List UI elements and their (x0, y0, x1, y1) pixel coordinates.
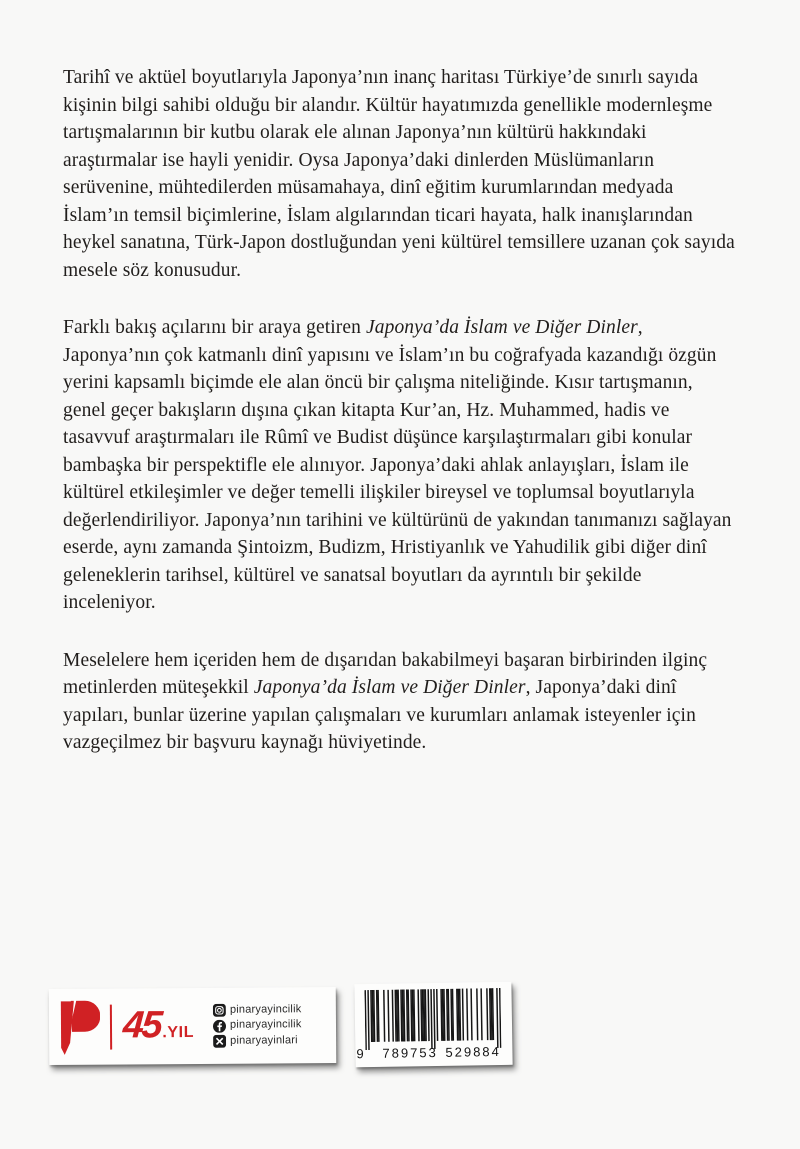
paragraph-text: , Japonya’nın çok katmanlı dinî yapısını ve İslam’ın bu coğrafyada kazandığı özgün yerini kapsamlı biçimde ele alan öncü bir çalışma niteliğinde. Kısır tartışmanın, genel geçer bakışların dışına çıkan kitapta Kur’an, Hz. Muhammed, hadis ve tasavvuf araştırmaları ile Rûmî ve Budist düşünce karşılaştırmaları gibi konular bambaşka bir perspektifle ele alınıyor. Japonya’daki ahlak anlayışları, İslam ile kültürel etkileşimler ve değer temelli ilişkiler bireysel ve toplumsal boyutlarıyla değerlendiriliyor. Japonya’nın tarihini ve kültürünü de yakından tanımanızı sağlayan eserde, aynı zamanda Şintoizm, Budizm, Hristiyanlık ve Yahudilik gibi diğer dinî geleneklerin tarihsel, kültürel ve sanatsal boyutları da ayrıntılı bir şekilde inceleniyor. (63, 317, 732, 613)
anniversary-suffix: .YIL (162, 1023, 195, 1041)
instagram-icon (213, 1004, 226, 1017)
facebook-icon (213, 1019, 226, 1032)
description-paragraph (63, 314, 735, 617)
barcode-right-group: 529884 (445, 1043, 501, 1060)
description-paragraph (63, 64, 735, 284)
book-title-italic: Japonya’da İslam ve Diğer Dinler (253, 677, 526, 698)
social-account-row (213, 1019, 302, 1033)
paragraph-text: Tarihî ve aktüel boyutlarıyla Japonya’nın inanç haritası Türkiye’de sınırlı sayıda kişinin bilgi sahibi olduğu bir alandır. Kültür hayatımızda genellikle modernleşme tartışmalarının bir kutbu olarak ele alınan Japonya’nın kültürü hakkındaki araştırmalar ise hayli yenidir. Oysa Japonya’daki dinlerden Müslümanların serüvenine, mühtedilerden müsamahaya, dinî eğitim kurumlarından medyada İslam’ın temsil biçimlerine, İslam algılarından ticari hayata, halk inanışlarından heykel sanatına, Türk-Japon dostluğundan yeni kültürel temsillere uzanan çok sayıda mesele söz konusudur. (63, 67, 735, 281)
social-account-row (213, 1003, 302, 1017)
anniversary-mark (121, 1004, 195, 1047)
publisher-logo-plate (49, 987, 337, 1065)
social-handle: pinaryayinlari (230, 1033, 298, 1047)
barcode-prefix-digit: 9 (356, 1046, 364, 1062)
book-title-italic: Japonya’da İslam ve Diğer Dinler (365, 317, 638, 338)
social-handle: pinaryayincilik (229, 1018, 302, 1032)
isbn-barcode-plate (354, 982, 512, 1067)
paragraph-text: Meselelere hem içeriden hem de dışarıdan bakabilmeyi başaran birbirinden ilginç metinlerden müteşekkil (63, 649, 708, 698)
barcode-left-group: 789753 (382, 1044, 438, 1061)
description-paragraph (63, 647, 735, 757)
x-icon (213, 1034, 226, 1047)
social-account-row (213, 1034, 302, 1048)
barcode-bars (364, 988, 501, 1050)
publisher-p-logo-icon (58, 998, 100, 1055)
anniversary-number: 45 (121, 1004, 162, 1047)
logo-divider (110, 1004, 112, 1049)
paragraph-text: , Japonya’daki dinî yapıları, bunlar üzerine yapılan çalışmaları ve kurumları anlamak isteyenler için vazgeçilmez bir başvuru kaynağı hüviyetinde. (63, 677, 696, 753)
social-accounts (213, 1003, 302, 1047)
social-handle: pinaryayincilik (229, 1003, 302, 1016)
back-cover-description (63, 64, 735, 787)
paragraph-text: Farklı bakış açılarını bir araya getiren (63, 317, 366, 338)
